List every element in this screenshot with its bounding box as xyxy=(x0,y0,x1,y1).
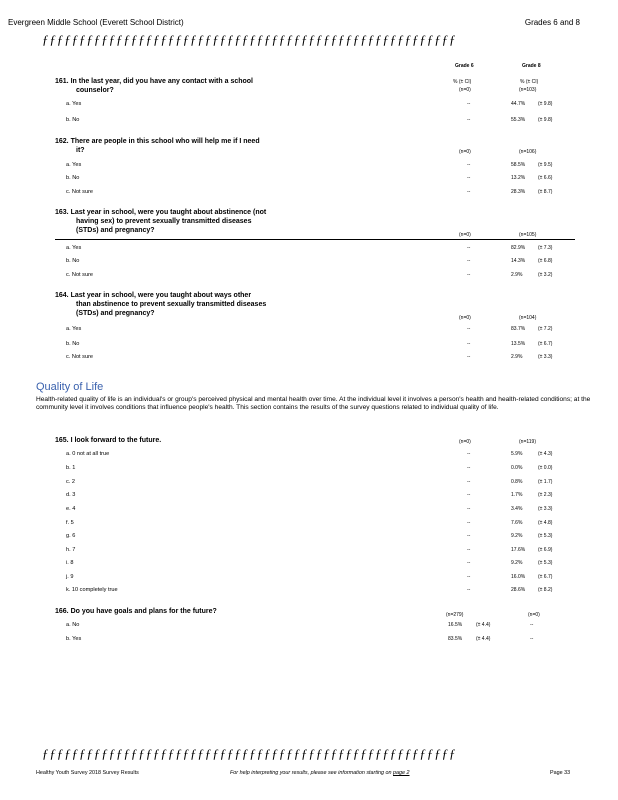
sample-size-grade8: (n=105) xyxy=(519,232,537,238)
grade8-percent: 1.7% xyxy=(511,492,523,498)
grade6-percent: -- xyxy=(467,162,471,168)
grade8-percent: 28.6% xyxy=(511,587,526,593)
grade8-ci: (± 5.3) xyxy=(538,533,553,539)
grade8-ci: (± 6.9) xyxy=(538,547,553,553)
grade6-percent: -- xyxy=(467,451,471,457)
grade6-percent: -- xyxy=(467,341,471,347)
grade-range: Grades 6 and 8 xyxy=(524,18,580,27)
sample-size-grade8: (n=106) xyxy=(519,149,537,155)
sample-size-grade6: (n=0) xyxy=(459,315,471,321)
grade6-percent: -- xyxy=(467,175,471,181)
grade8-ci: (± 4.3) xyxy=(538,451,553,457)
grade6-percent: -- xyxy=(467,245,471,251)
grade8-percent: 13.2% xyxy=(511,175,526,181)
footer-survey-title: Healthy Youth Survey 2018 Survey Results xyxy=(36,770,139,776)
sample-size-grade6: (n=0) xyxy=(459,87,471,93)
sample-size-grade6: (n=0) xyxy=(459,149,471,155)
grade6-percent: -- xyxy=(467,506,471,512)
grade6-ci: (± 4.4) xyxy=(476,622,491,628)
school-name: Evergreen Middle School (Everett School District) xyxy=(8,18,184,27)
grade8-ci: (± 3.2) xyxy=(538,272,553,278)
grade6-percent: -- xyxy=(467,117,471,123)
footer-divider: ƒƒƒƒƒƒƒƒƒƒƒƒƒƒƒƒƒƒƒƒƒƒƒƒƒƒƒƒƒƒƒƒƒƒƒƒƒƒƒƒƒƒƒƒƒƒƒƒƒƒƒƒƒƒƒƒ xyxy=(42,746,457,761)
answer-label: c. Not sure xyxy=(66,189,94,195)
grade6-percent: -- xyxy=(467,354,471,360)
grade6-percent: -- xyxy=(467,533,471,539)
answer-label: h. 7 xyxy=(66,547,76,553)
grade8-ci: (± 1.7) xyxy=(538,479,553,485)
answer-label: g. 6 xyxy=(66,533,76,539)
grade8-percent: 9.2% xyxy=(511,560,523,566)
grade8-ci: (± 9.5) xyxy=(538,162,553,168)
sample-size-grade6: (n=0) xyxy=(459,232,471,238)
answer-label: a. Yes xyxy=(66,326,82,332)
question-text: 164. Last year in school, were you taught about ways other xyxy=(55,292,252,299)
grade6-percent: -- xyxy=(467,574,471,580)
grade8-percent: 17.6% xyxy=(511,547,526,553)
sample-size-grade8: (n=103) xyxy=(519,87,537,93)
grade6-percent: -- xyxy=(467,587,471,593)
grade8-percent: -- xyxy=(530,622,534,628)
question-text-continued: having sex) to prevent sexually transmitted diseases xyxy=(76,218,252,225)
question-text-continued: (STDs) and pregnancy? xyxy=(76,227,155,234)
grade6-percent: 83.5% xyxy=(448,636,463,642)
answer-label: f. 5 xyxy=(66,520,74,526)
answer-label: i. 8 xyxy=(66,560,74,566)
grade8-percent: 55.3% xyxy=(511,117,526,123)
question-text-continued: (STDs) and pregnancy? xyxy=(76,310,155,317)
grade8-ci: (± 9.8) xyxy=(538,117,553,123)
grade8-ci: (± 4.8) xyxy=(538,520,553,526)
sample-size-grade8: (n=104) xyxy=(519,315,537,321)
grade6-percent: -- xyxy=(467,189,471,195)
grade6-percent: -- xyxy=(467,101,471,107)
grade8-percent: 13.5% xyxy=(511,341,526,347)
answer-label: a. Yes xyxy=(66,162,82,168)
grade8-percent: 82.9% xyxy=(511,245,526,251)
grade6-percent: -- xyxy=(467,272,471,278)
grade8-percent: 2.9% xyxy=(511,354,523,360)
footer-help-note xyxy=(230,770,410,776)
grade8-percent: 0.0% xyxy=(511,465,523,471)
question-text: 161. In the last year, did you have any contact with a school xyxy=(55,78,254,85)
answer-label: c. Not sure xyxy=(66,354,94,360)
header-divider: ƒƒƒƒƒƒƒƒƒƒƒƒƒƒƒƒƒƒƒƒƒƒƒƒƒƒƒƒƒƒƒƒƒƒƒƒƒƒƒƒƒƒƒƒƒƒƒƒƒƒƒƒƒƒƒƒ xyxy=(42,32,457,47)
answer-label: a. Yes xyxy=(66,101,82,107)
grade6-percent: -- xyxy=(467,479,471,485)
column-header-grade8: Grade 8 xyxy=(522,63,541,69)
answer-label: c. Not sure xyxy=(66,272,94,278)
grade8-percent: 16.0% xyxy=(511,574,526,580)
question-text: 165. I look forward to the future. xyxy=(55,437,162,444)
answer-label: c. 2 xyxy=(66,479,76,485)
grade8-percent: 2.9% xyxy=(511,272,523,278)
grade6-percent: -- xyxy=(467,258,471,264)
section-title: Quality of Life xyxy=(36,381,104,393)
column-subheader-grade6: % (± CI) xyxy=(453,79,472,85)
answer-label: b. 1 xyxy=(66,465,76,471)
grade8-ci: (± 8.7) xyxy=(538,189,553,195)
grade8-percent: -- xyxy=(530,636,534,642)
grade8-ci: (± 6.6) xyxy=(538,175,553,181)
grade8-ci: (± 7.3) xyxy=(538,245,553,251)
question-text-continued: it? xyxy=(76,147,85,154)
footer-help-text: For help interpreting your results, please see information starting on xyxy=(230,770,394,776)
grade8-ci: (± 0.0) xyxy=(538,465,553,471)
grade8-ci: (± 7.2) xyxy=(538,326,553,332)
question-text-continued: than abstinence to prevent sexually transmitted diseases xyxy=(76,301,267,308)
grade8-ci: (± 9.8) xyxy=(538,101,553,107)
sample-size-grade6: (n=279) xyxy=(446,612,464,618)
grade6-percent: -- xyxy=(467,465,471,471)
table-rule xyxy=(55,239,575,240)
footer-page-link[interactable]: page 2 xyxy=(393,770,410,776)
grade6-percent: -- xyxy=(467,492,471,498)
grade8-ci: (± 3.3) xyxy=(538,506,553,512)
grade8-percent: 5.9% xyxy=(511,451,523,457)
grade8-percent: 83.7% xyxy=(511,326,526,332)
answer-label: e. 4 xyxy=(66,506,76,512)
grade8-ci: (± 8.2) xyxy=(538,587,553,593)
grade8-percent: 3.4% xyxy=(511,506,523,512)
answer-label: b. Yes xyxy=(66,636,82,642)
grade8-ci: (± 6.8) xyxy=(538,258,553,264)
answer-label: a. Yes xyxy=(66,245,82,251)
answer-label: b. No xyxy=(66,175,80,181)
question-text-continued: counselor? xyxy=(76,87,114,94)
column-header-grade6: Grade 6 xyxy=(455,63,474,69)
grade6-ci: (± 4.4) xyxy=(476,636,491,642)
grade8-percent: 0.8% xyxy=(511,479,523,485)
answer-label: d. 3 xyxy=(66,492,76,498)
sample-size-grade8: (n=119) xyxy=(519,439,537,445)
question-text: 162. There are people in this school who will help me if I need xyxy=(55,138,260,145)
column-subheader-grade8: % (± CI) xyxy=(520,79,539,85)
grade8-ci: (± 6.7) xyxy=(538,341,553,347)
grade6-percent: -- xyxy=(467,560,471,566)
answer-label: b. No xyxy=(66,341,80,347)
grade6-percent: -- xyxy=(467,547,471,553)
grade6-percent: 16.5% xyxy=(448,622,463,628)
grade6-percent: -- xyxy=(467,520,471,526)
question-text: 163. Last year in school, were you taught about abstinence (not xyxy=(55,209,267,216)
answer-label: j. 9 xyxy=(66,574,74,580)
grade8-percent: 14.3% xyxy=(511,258,526,264)
grade6-percent: -- xyxy=(467,326,471,332)
answer-label: b. No xyxy=(66,117,80,123)
grade8-percent: 28.3% xyxy=(511,189,526,195)
sample-size-grade8: (n=0) xyxy=(528,612,540,618)
grade8-percent: 9.2% xyxy=(511,533,523,539)
grade8-ci: (± 2.3) xyxy=(538,492,553,498)
answer-label: b. No xyxy=(66,258,80,264)
grade8-percent: 58.5% xyxy=(511,162,526,168)
grade8-percent: 7.6% xyxy=(511,520,523,526)
grade8-ci: (± 6.7) xyxy=(538,574,553,580)
page-number: Page 33 xyxy=(550,770,571,776)
grade8-percent: 44.7% xyxy=(511,101,526,107)
grade8-ci: (± 3.3) xyxy=(538,354,553,360)
sample-size-grade6: (n=0) xyxy=(459,439,471,445)
answer-label: k. 10 completely true xyxy=(66,587,118,593)
question-text: 166. Do you have goals and plans for the future? xyxy=(55,608,217,615)
answer-label: a. 0 not at all true xyxy=(66,451,110,457)
grade8-ci: (± 5.3) xyxy=(538,560,553,566)
section-intro: Health-related quality of life is an individual's or group's perceived physical and mental health over time. At the individual level it involves a person's health and health-related conditions; at the community level it involves conditions that influence people's health. This section contains the results of the survey questions related to individual quality of life. xyxy=(36,396,591,412)
answer-label: a. No xyxy=(66,622,80,628)
